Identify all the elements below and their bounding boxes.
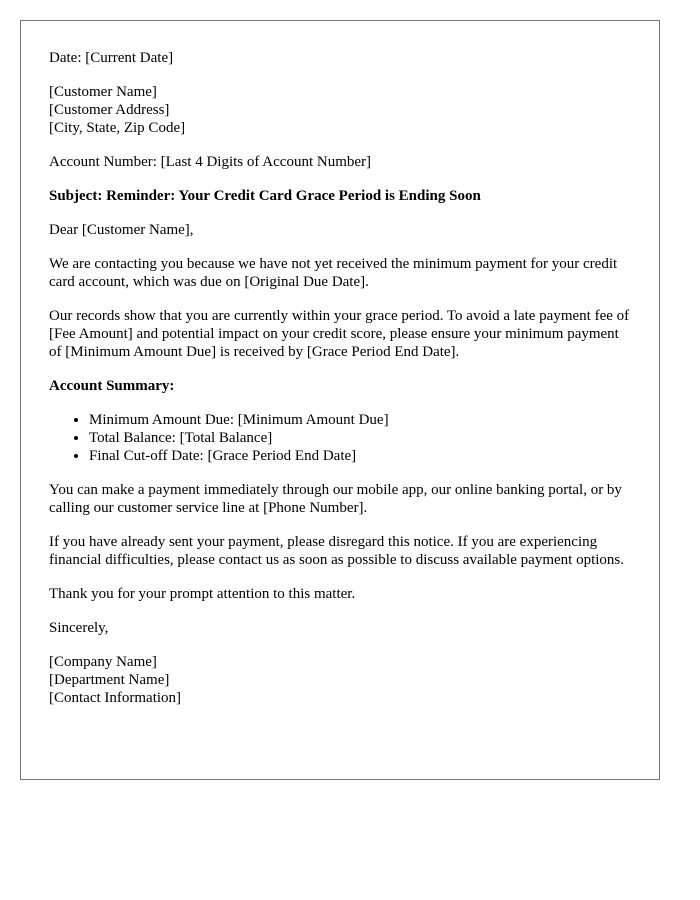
account-summary-list (49, 411, 631, 465)
summary-item-cutoff-date: • Final Cut-off Date: [Grace Period End Date] (89, 447, 631, 465)
letter-subject: Subject: Reminder: Your Credit Card Grace Period is Ending Soon (49, 188, 481, 204)
closing: Sincerely, (49, 620, 109, 636)
paragraph-payment-methods: You can make a payment immediately through our mobile app, our online banking portal, or by calling our customer service line at [Phone Number]. (49, 482, 622, 516)
recipient-name: [Customer Name] (49, 84, 157, 100)
recipient-address (49, 83, 631, 137)
summary-item-total-balance: • Total Balance: [Total Balance] (89, 429, 631, 447)
signature-department: [Department Name] (49, 672, 170, 688)
paragraph-grace-period: Our records show that you are currently within your grace period. To avoid a late payment fee of [Fee Amount] and potential impact on your credit score, please ensure your minimum payment of [Minimum Amount Due] is received by [Grace Period End Date]. (49, 308, 630, 360)
recipient-city: [City, State, Zip Code] (49, 120, 186, 136)
account-summary-heading: Account Summary: (49, 378, 175, 394)
letter-date: Date: [Current Date] (49, 50, 174, 66)
signature-block (49, 653, 631, 707)
account-number: Account Number: [Last 4 Digits of Account Number] (49, 154, 372, 170)
summary-item-minimum-due: • Minimum Amount Due: [Minimum Amount Due] (89, 411, 631, 429)
signature-contact: [Contact Information] (49, 690, 182, 706)
greeting: Dear [Customer Name], (49, 222, 194, 238)
paragraph-disregard: If you have already sent your payment, please disregard this notice. If you are experiencing financial difficulties, please contact us as soon as possible to discuss available payment options. (49, 534, 625, 568)
paragraph-thank-you: Thank you for your prompt attention to this matter. (49, 586, 356, 602)
paragraph-payment-not-received: We are contacting you because we have not yet received the minimum payment for your credit card account, which was due on [Original Due Date]. (49, 256, 618, 290)
letter-container (20, 20, 660, 780)
recipient-street: [Customer Address] (49, 102, 170, 118)
signature-company: [Company Name] (49, 654, 157, 670)
